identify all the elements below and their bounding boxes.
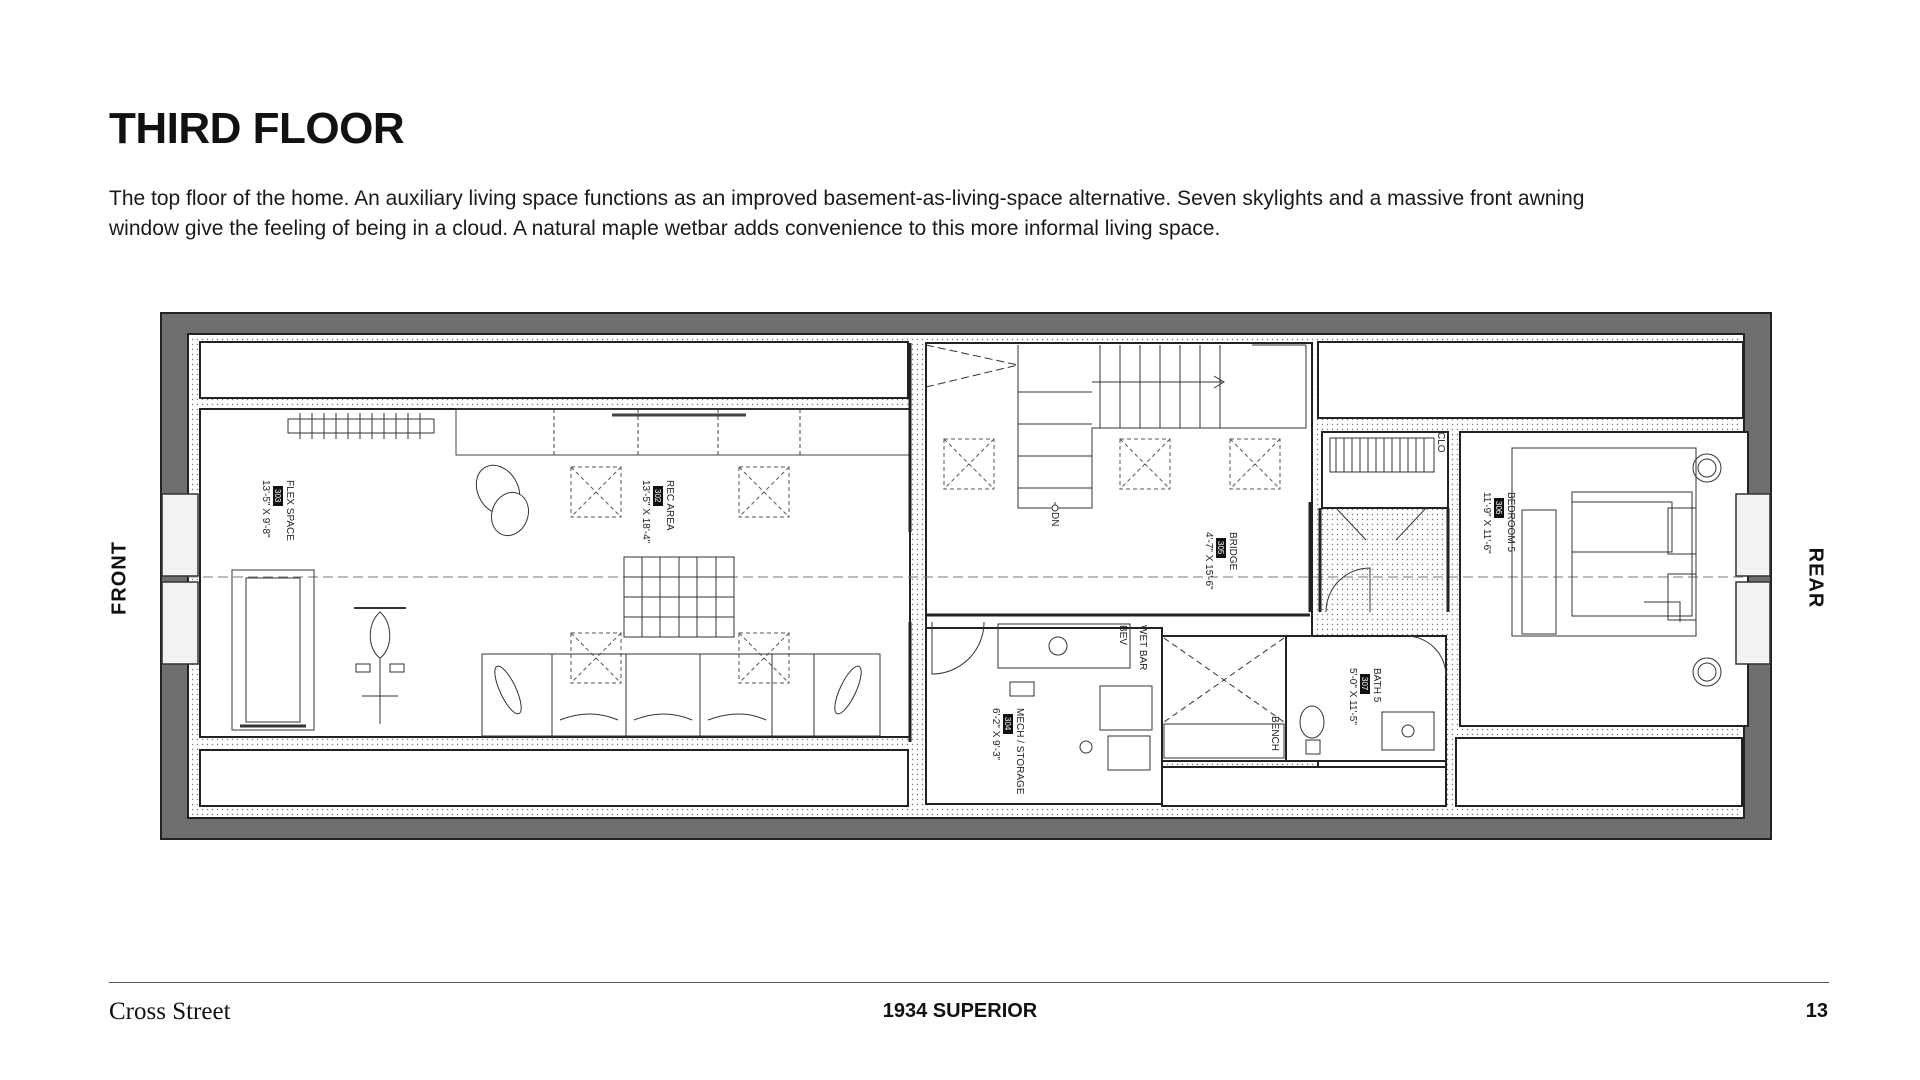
room-dims: 4'-7" X 15'-6" [1203, 532, 1214, 590]
bath-area [1286, 636, 1446, 761]
brand-logo: Cross Street [109, 998, 231, 1025]
room-dims: 6'-2" X 9'-3" [990, 708, 1001, 761]
bev-label: BEV [1117, 625, 1128, 646]
intro-paragraph: The top floor of the home. An auxiliary living space functions as an improved basement-as-living-space alternative. Seven skylights and a massive front awning window give the feeling of being in a cloud. A natural maple wetbar adds convenience to this more informal living space. [109, 187, 1585, 240]
room-tag: 303 [273, 489, 282, 503]
room-dims: 13'-5" X 9'-8" [260, 480, 271, 538]
floor-plan [160, 312, 1772, 840]
room-tag: 304 [1003, 717, 1012, 731]
rear-label: REAR [1804, 547, 1827, 609]
room-name: FLEX SPACE [284, 480, 295, 541]
room-name: REC AREA [664, 480, 675, 531]
bench-label: BENCH [1269, 716, 1280, 752]
room-name: BATH 5 [1371, 668, 1382, 703]
closet-label: CLO [1435, 432, 1446, 453]
room-dims: 5'-0" X 11'-5" [1347, 668, 1358, 725]
footer-divider [109, 982, 1829, 983]
stair-down-label: DN [1049, 512, 1060, 527]
closet-area [1322, 432, 1448, 508]
room-name: MECH / STORAGE [1014, 708, 1025, 795]
room-dims: 11'-9" X 11'-6" [1481, 492, 1492, 554]
room-name: BRIDGE [1227, 532, 1238, 571]
room-tag: 306 [1494, 501, 1503, 515]
front-room [200, 409, 910, 737]
room-tag: 307 [1360, 677, 1369, 691]
room-tag: 305 [1216, 541, 1225, 555]
shower-area [1162, 636, 1286, 761]
page-title: THIRD FLOOR [109, 104, 405, 153]
property-address: 1934 SUPERIOR [882, 1000, 1038, 1022]
wet-bar-label: WET BAR [1137, 625, 1148, 671]
front-label: FRONT [108, 541, 131, 615]
page-number: 13 [1805, 1000, 1828, 1022]
room-tag: 302 [653, 489, 662, 503]
mech-area [926, 628, 1162, 804]
room-dims: 13'-5" X 18'-4" [640, 480, 651, 544]
room-name: BEDROOM 5 [1505, 492, 1516, 553]
bedroom-area [1460, 432, 1748, 726]
